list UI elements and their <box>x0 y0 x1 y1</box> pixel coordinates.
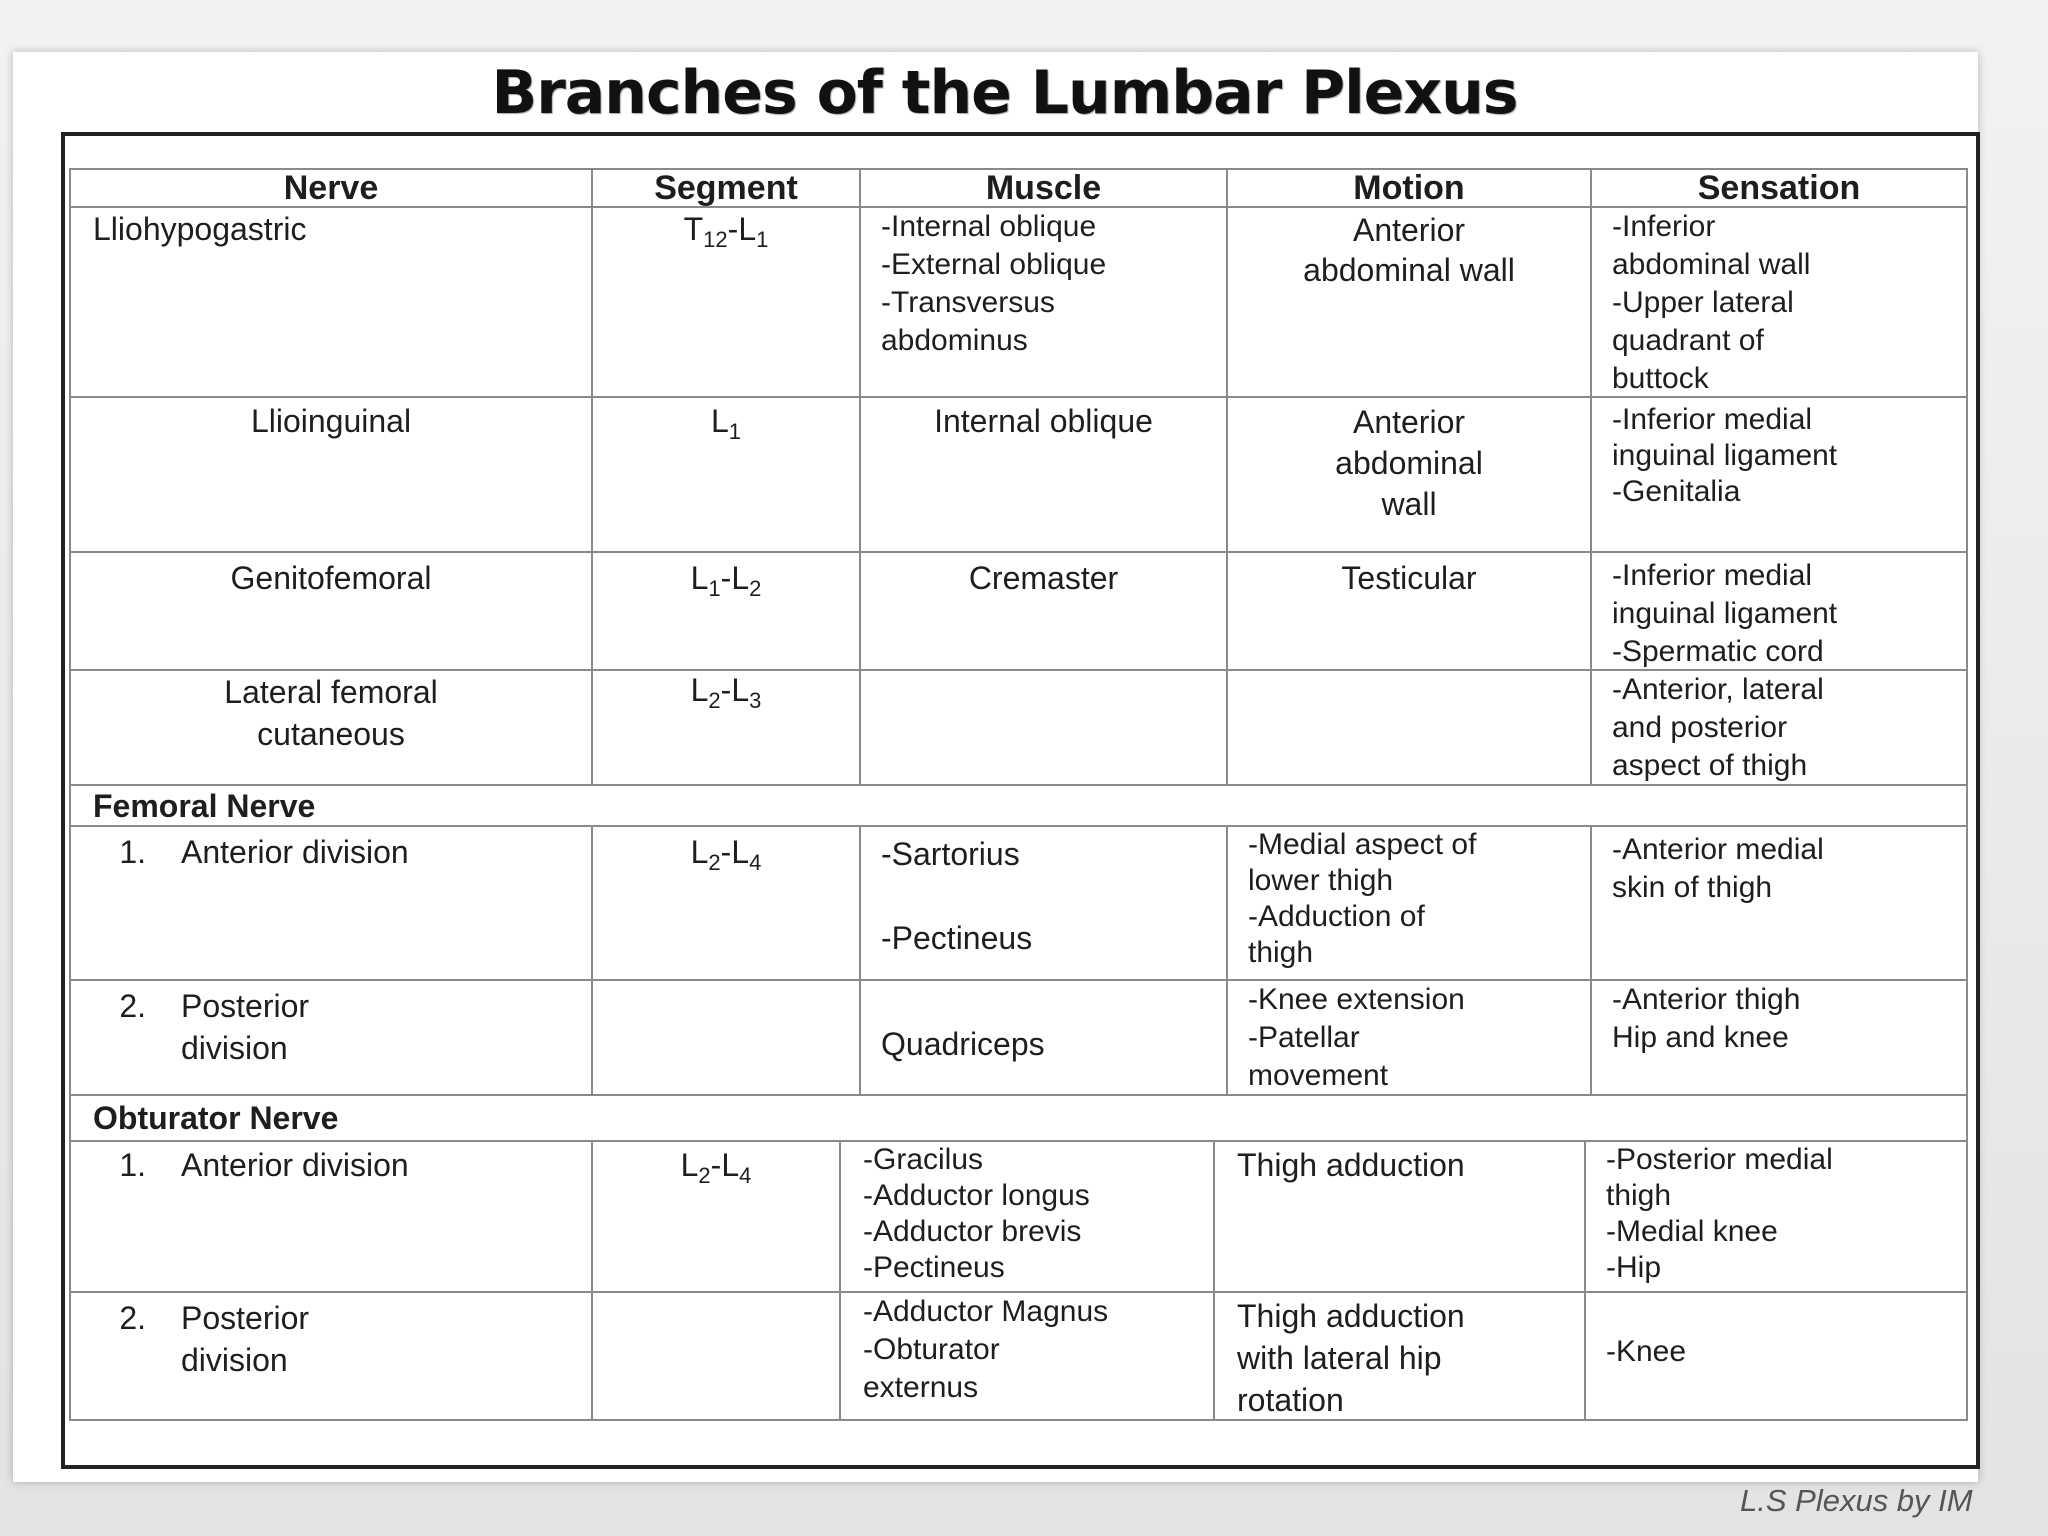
table-row-nerve <box>69 396 593 553</box>
table-row-nerve: 2. Posterior division <box>69 979 593 1096</box>
table-row-nerve: 1. Anterior division <box>69 825 593 981</box>
table-row-sensation: -Anterior, lateral and posterior aspect of thigh <box>1590 669 1968 786</box>
table-row-motion: -Knee extension -Patellar movement <box>1226 979 1592 1096</box>
table-row-sensation: -Inferior medial inguinal ligament -Genitalia <box>1590 396 1968 553</box>
table-row-nerve <box>69 206 593 398</box>
table-row-segment: $L_1-L_2$ <box>591 551 861 671</box>
table-row-muscle: -Adductor Magnus -Obturator externus <box>839 1291 1215 1421</box>
table-row-sensation: -Knee <box>1584 1291 1968 1421</box>
page-title: Branches of the Lumbar Plexus <box>491 58 1518 128</box>
table-row-segment: $L_1$ <box>591 396 861 553</box>
table-row-segment <box>591 979 861 1096</box>
table-row-motion: Thigh adduction with lateral hip rotation <box>1213 1291 1586 1421</box>
table-row-nerve <box>69 551 593 671</box>
header-sensation: Sensation <box>1590 168 1968 208</box>
section-femoral-nerve: Femoral Nerve <box>69 784 1968 827</box>
nerve-name: Llioinguinal <box>250 403 412 439</box>
table-row-segment: $L_2-L_4$ <box>591 1140 841 1293</box>
table-row-muscle: Quadriceps <box>859 979 1228 1096</box>
section-obturator-nerve: Obturator Nerve <box>69 1094 1968 1142</box>
slide <box>13 52 1978 1482</box>
nerve-name: Genitofemoral <box>230 560 432 596</box>
table-row-motion: Anterior abdominal wall <box>1226 206 1592 398</box>
nerve-name: Lliohypogastric <box>93 211 307 247</box>
table-row-muscle: Internal oblique <box>859 396 1228 553</box>
table-row-muscle: -Gracilus -Adductor longus -Adductor brevis -Pectineus <box>839 1140 1215 1293</box>
footer-caption: L.S Plexus by IM <box>1740 1483 1973 1518</box>
table-row-sensation: -Anterior medial skin of thigh <box>1590 825 1968 981</box>
table-row-motion: Anterior abdominal wall <box>1226 396 1592 553</box>
table-row-muscle: -Internal oblique -External oblique -Transversus abdominus <box>859 206 1228 398</box>
header-nerve: Nerve <box>69 168 593 208</box>
header-muscle: Muscle <box>859 168 1228 208</box>
table-row-sensation: -Inferior medial inguinal ligament -Spermatic cord <box>1590 551 1968 671</box>
table-row-muscle: Cremaster <box>859 551 1228 671</box>
table-row-segment: $L_2-L_3$ <box>591 669 861 786</box>
table-row-segment: $L_2-L_4$ <box>591 825 861 981</box>
table-row-motion <box>1226 669 1592 786</box>
table-row-muscle: -Sartorius -Pectineus <box>859 825 1228 981</box>
table-row-segment: $T_{12}-L_1$ <box>591 206 861 398</box>
header-motion: Motion <box>1226 168 1592 208</box>
table-row-nerve: 2. Posterior division <box>69 1291 593 1421</box>
header-segment: Segment <box>591 168 861 208</box>
table-row-motion: Thigh adduction <box>1213 1140 1586 1293</box>
table-row-motion: -Medial aspect of lower thigh -Adduction of thigh <box>1226 825 1592 981</box>
table-row-nerve: Lateral femoral cutaneous <box>69 669 593 786</box>
table-row-muscle <box>859 669 1228 786</box>
table-row-nerve: 1. Anterior division <box>69 1140 593 1293</box>
table-row-sensation: -Posterior medial thigh -Medial knee -Hip <box>1584 1140 1968 1293</box>
table-row-sensation: -Inferior abdominal wall -Upper lateral quadrant of buttock <box>1590 206 1968 398</box>
table-row-motion: Testicular <box>1226 551 1592 671</box>
lumbar-plexus-table <box>61 132 1980 1469</box>
table-row-sensation: -Anterior thigh Hip and knee <box>1590 979 1968 1096</box>
table-row-segment <box>591 1291 841 1421</box>
